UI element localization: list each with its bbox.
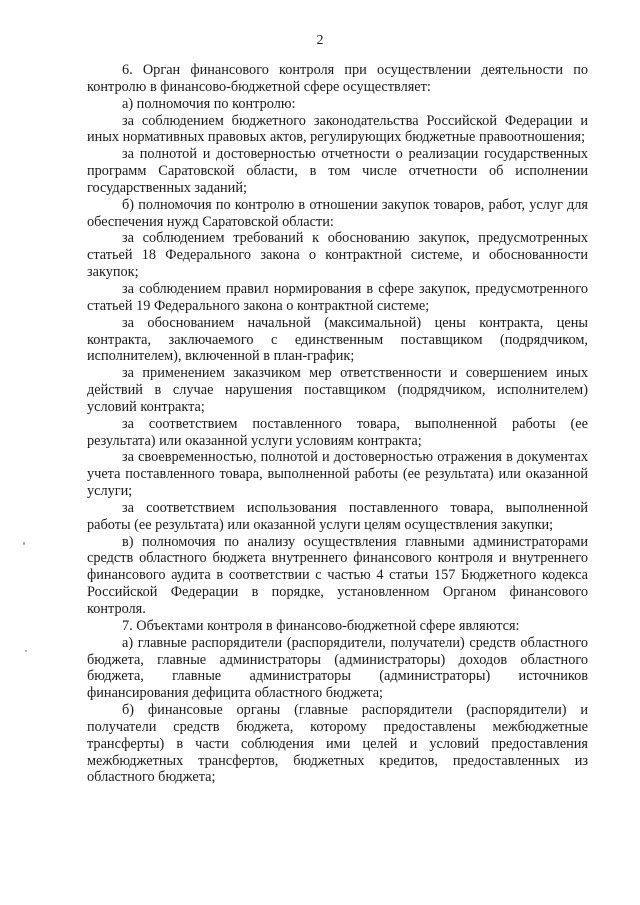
- scan-speck: [23, 542, 25, 545]
- paragraph-6b-item-7: за соответствием использования поставленного товара, выполненной работы (ее результата) или оказанной услуги целям осуществления закупки;: [87, 499, 588, 533]
- paragraph-6v: в) полномочия по анализу осуществления главными администраторами средств областного бюджета внутреннего финансового контроля и внутреннего финансового аудита в соответствии с частью 4 статьи 157 Бюджетного кодекса Российской Федерации в порядке, установленном Органом финансового контроля.: [87, 533, 588, 617]
- paragraph-6b: б) полномочия по контролю в отношении закупок товаров, работ, услуг для обеспечения нужд Саратовской области:: [87, 196, 588, 230]
- paragraph-7b: б) финансовые органы (главные распорядители (распорядители) и получатели средств бюджета, которому предоставлены межбюджетные трансферты) в части соблюдения ими целей и условий предоставления межбюджетных трансфертов, бюджетных кредитов, предоставленных из областного бюджета;: [87, 702, 588, 786]
- paragraph-6b-item-4: за применением заказчиком мер ответственности и совершением иных действий в случае нарушения поставщиком (подрядчиком, исполнителем) условий контракта;: [87, 365, 588, 415]
- paragraph-6b-item-2: за соблюдением правил нормирования в сфере закупок, предусмотренного статьей 19 Федерального закона о контрактной системе;: [87, 280, 588, 314]
- paragraph-6a-item-1: за соблюдением бюджетного законодательства Российской Федерации и иных нормативных правовых актов, регулирующих бюджетные правоотношения;: [87, 112, 588, 146]
- paragraph-6b-item-6: за своевременностью, полнотой и достоверностью отражения в документах учета поставленного товара, выполненной работы (ее результата) или оказанной услуги;: [87, 449, 588, 500]
- page-number: 2: [316, 33, 324, 48]
- paragraph-6a-item-2: за полнотой и достоверностью отчетности о реализации государственных программ Саратовской области, в том числе отчетности об исполнении государственных заданий;: [87, 146, 588, 196]
- paragraph-6b-item-3: за обоснованием начальной (максимальной) цены контракта, цены контракта, заключаемого с единственным поставщиком (подрядчиком, исполнителем), включенной в план-график;: [87, 314, 588, 365]
- paragraph-6-intro: 6. Орган финансового контроля при осуществлении деятельности по контролю в финансово-бюджетной сфере осуществляет:: [87, 62, 588, 95]
- paragraph-6a: а) полномочия по контролю:: [122, 95, 296, 112]
- paragraph-7a: а) главные распорядители (распорядители, получатели) средств областного бюджета, главные администраторы (администраторы) доходов областного бюджета, главные администраторы (администраторы) источников финансирования дефицита областного бюджета;: [87, 634, 588, 702]
- document-body: [87, 62, 588, 786]
- paragraph-6b-item-1: за соблюдением требований к обоснованию закупок, предусмотренных статьей 18 Федерального закона о контрактной системе, и обоснованности закупок;: [87, 230, 588, 281]
- scan-speck: [25, 650, 27, 652]
- paragraph-7-intro: 7. Объектами контроля в финансово-бюджетной сфере являются:: [122, 617, 520, 634]
- paragraph-6b-item-5: за соответствием поставленного товара, выполненной работы (ее результата) или оказанной услуги условиям контракта;: [87, 415, 588, 449]
